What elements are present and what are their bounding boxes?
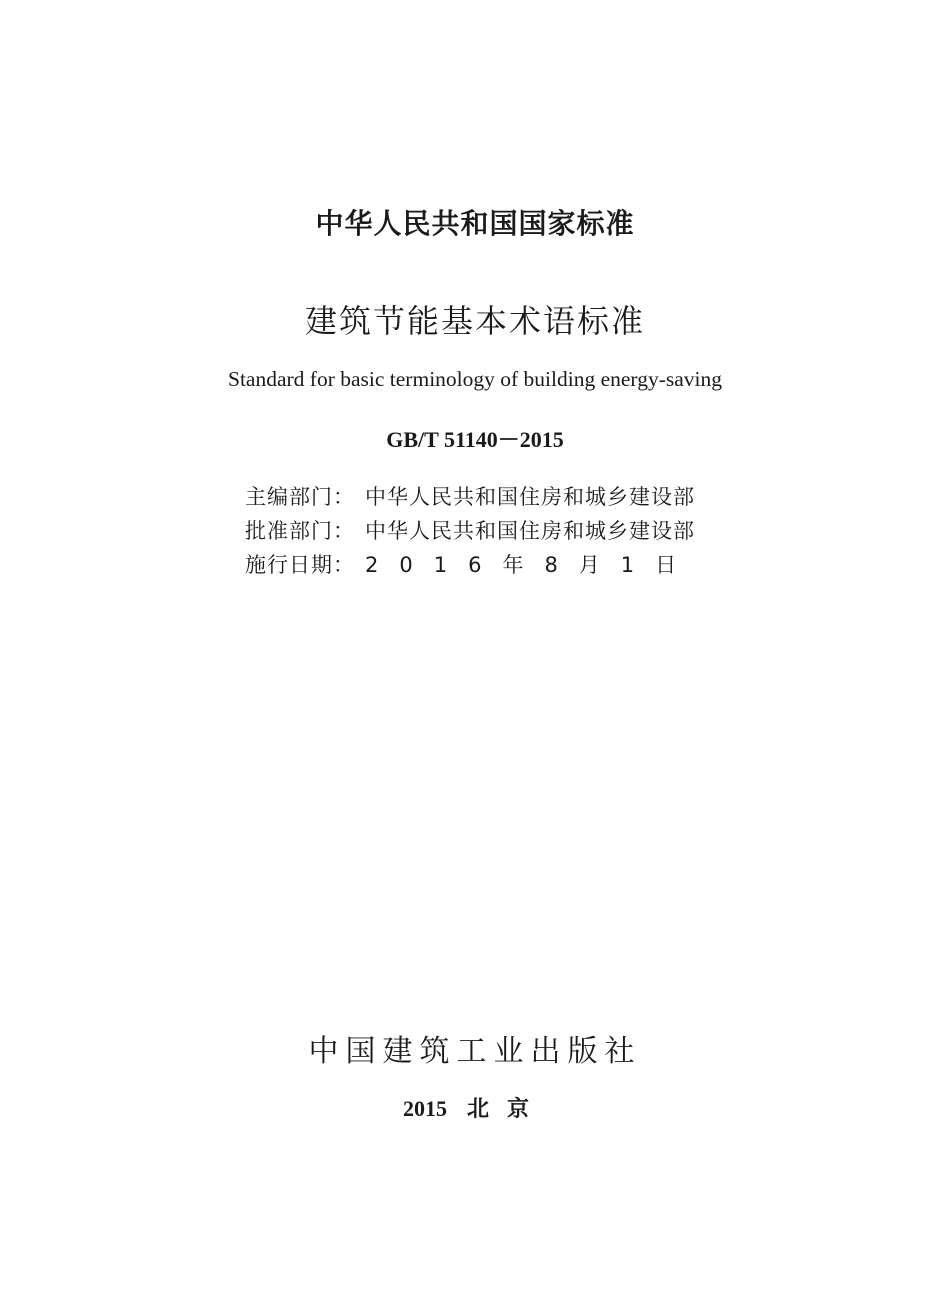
approver-label: 批准部门： [245, 519, 355, 543]
imprint [0, 1092, 950, 1123]
standard-number: GB/T 51140－2015 [386, 427, 564, 452]
editor-value: 中华人民共和国住房和城乡建设部 [365, 485, 695, 509]
editor-row [245, 480, 697, 514]
info-block [245, 480, 697, 582]
effective-date-row [245, 548, 697, 582]
imprint-city: 北京 [466, 1097, 547, 1122]
effective-date-value: 2016年8月1日 [365, 553, 698, 577]
approver-row [245, 514, 697, 548]
publisher: 中国建筑工业出版社 [308, 1034, 642, 1069]
effective-date-label: 施行日期： [245, 553, 355, 577]
title-english: Standard for basic terminology of building energy-saving [228, 367, 722, 391]
imprint-year: 2015 [402, 1096, 447, 1121]
approver-value: 中华人民共和国住房和城乡建设部 [365, 519, 695, 543]
editor-label: 主编部门： [245, 485, 355, 509]
series-title: 中华人民共和国国家标准 [315, 207, 635, 240]
title-chinese: 建筑节能基本术语标准 [304, 302, 645, 340]
